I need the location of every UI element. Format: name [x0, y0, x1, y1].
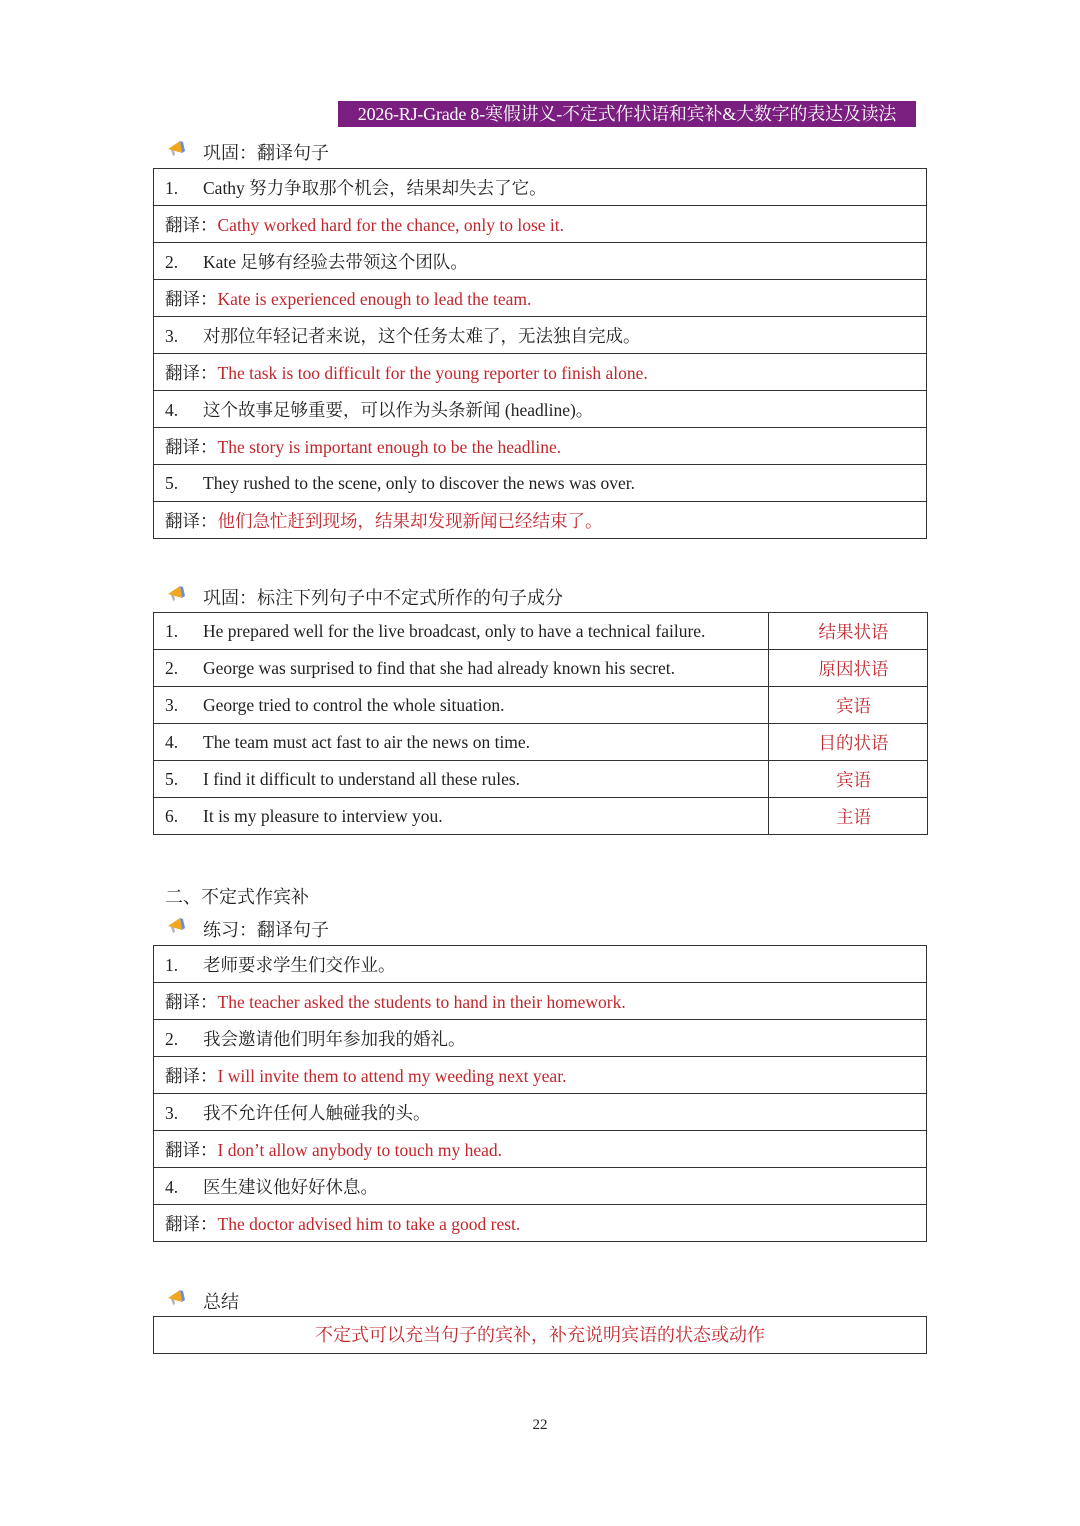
- summary-label: 总结: [203, 1292, 239, 1312]
- prompt-cell: [154, 1168, 927, 1205]
- section1-label: 巩固：翻译句子: [203, 143, 329, 163]
- prompt-cell: [154, 1020, 927, 1057]
- table-row: [154, 1057, 927, 1094]
- role-cell: 结果状语: [769, 613, 928, 650]
- section3-label: 练习：翻译句子: [203, 920, 329, 940]
- megaphone-icon: [165, 913, 189, 937]
- summary-label-row: [165, 1287, 239, 1315]
- role-cell: 目的状语: [769, 724, 928, 761]
- item-number: 4.: [165, 731, 179, 752]
- item-number: 6.: [165, 805, 179, 826]
- item-number: 4.: [165, 399, 179, 420]
- megaphone-icon: [165, 136, 189, 160]
- table-row: [154, 983, 927, 1020]
- table-row: [154, 1131, 927, 1168]
- answer-cell: [154, 1057, 927, 1094]
- item-prompt: 这个故事足够重要，可以作为头条新闻 (headline)。: [203, 399, 594, 420]
- table-row: [154, 724, 928, 761]
- item-number: 5.: [165, 768, 179, 789]
- item-prompt: 医生建议他好好休息。: [203, 1176, 378, 1197]
- item-sentence: It is my pleasure to interview you.: [203, 805, 443, 826]
- prompt-cell: [154, 946, 927, 983]
- table-row: [154, 946, 927, 983]
- sentence-cell: [154, 687, 769, 724]
- item-number: 2.: [165, 657, 179, 678]
- item-prompt: 老师要求学生们交作业。: [203, 954, 396, 975]
- section2-role-table: [153, 612, 928, 835]
- table-row: [154, 687, 928, 724]
- table-row: [154, 354, 927, 391]
- table-row: [154, 1020, 927, 1057]
- answer-prefix: 翻译：: [165, 991, 218, 1012]
- answer-cell: [154, 502, 927, 539]
- section3-label-row: [165, 915, 329, 943]
- answer-text: The teacher asked the students to hand in their homework.: [217, 991, 626, 1012]
- role-cell: 原因状语: [769, 650, 928, 687]
- item-prompt: Cathy 努力争取那个机会，结果却失去了它。: [203, 177, 547, 198]
- item-sentence: He prepared well for the live broadcast, only to have a technical failure.: [203, 620, 706, 641]
- item-sentence: The team must act fast to air the news on time.: [203, 731, 531, 752]
- answer-prefix: 翻译：: [165, 1139, 218, 1160]
- table-row: [154, 428, 927, 465]
- table-row: [154, 502, 927, 539]
- megaphone-icon: [165, 581, 189, 605]
- item-number: 1.: [165, 177, 179, 198]
- item-number: 1.: [165, 620, 179, 641]
- section3-heading: 二、不定式作宾补: [165, 887, 309, 907]
- answer-prefix: 翻译：: [165, 288, 218, 309]
- answer-text: The doctor advised him to take a good rest.: [217, 1213, 521, 1234]
- answer-text: The story is important enough to be the headline.: [217, 436, 562, 457]
- answer-text: 他们急忙赶到现场，结果却发现新闻已经结束了。: [217, 510, 603, 531]
- section1-label-row: [165, 138, 329, 166]
- answer-prefix: 翻译：: [165, 1213, 218, 1234]
- item-number: 2.: [165, 1028, 179, 1049]
- role-cell: 宾语: [769, 687, 928, 724]
- table-row: [154, 1205, 927, 1242]
- answer-prefix: 翻译：: [165, 510, 218, 531]
- answer-cell: [154, 354, 927, 391]
- role-cell: 主语: [769, 798, 928, 835]
- table-row: [154, 798, 928, 835]
- document-header-banner: 2026-RJ-Grade 8-寒假讲义-不定式作状语和宾补&大数字的表达及读法: [338, 101, 916, 127]
- section2-label-row: [165, 583, 563, 611]
- item-sentence: George was surprised to find that she had already known his secret.: [203, 657, 676, 678]
- table-row: [154, 650, 928, 687]
- sentence-cell: [154, 798, 769, 835]
- table-row: [154, 391, 927, 428]
- section2-label: 巩固：标注下列句子中不定式所作的句子成分: [203, 588, 563, 608]
- prompt-cell: [154, 391, 927, 428]
- table-row: [154, 761, 928, 798]
- sentence-cell: [154, 613, 769, 650]
- answer-text: Cathy worked hard for the chance, only to lose it.: [217, 214, 564, 235]
- item-number: 3.: [165, 1102, 179, 1123]
- role-cell: 宾语: [769, 761, 928, 798]
- table-row: [154, 206, 927, 243]
- table-row: [154, 613, 928, 650]
- item-prompt: Kate 足够有经验去带领这个团队。: [203, 251, 468, 272]
- table-row: [154, 1168, 927, 1205]
- answer-prefix: 翻译：: [165, 214, 218, 235]
- item-prompt: 我会邀请他们明年参加我的婚礼。: [203, 1028, 466, 1049]
- prompt-cell: [154, 243, 927, 280]
- prompt-cell: [154, 465, 927, 502]
- table-row: [154, 280, 927, 317]
- item-sentence: George tried to control the whole situation.: [203, 694, 505, 715]
- sentence-cell: [154, 761, 769, 798]
- answer-prefix: 翻译：: [165, 362, 218, 383]
- table-row: [154, 317, 927, 354]
- item-prompt: They rushed to the scene, only to discover the news was over.: [203, 472, 636, 493]
- answer-prefix: 翻译：: [165, 1065, 218, 1086]
- answer-text: Kate is experienced enough to lead the team.: [217, 288, 532, 309]
- item-sentence: I find it difficult to understand all these rules.: [203, 768, 521, 789]
- sentence-cell: [154, 724, 769, 761]
- sentence-cell: [154, 650, 769, 687]
- section3-translation-table: [153, 945, 927, 1242]
- item-number: 5.: [165, 472, 179, 493]
- answer-text: I will invite them to attend my weeding next year.: [217, 1065, 567, 1086]
- item-number: 3.: [165, 325, 179, 346]
- answer-cell: [154, 983, 927, 1020]
- answer-text: The task is too difficult for the young reporter to finish alone.: [217, 362, 648, 383]
- item-number: 4.: [165, 1176, 179, 1197]
- item-prompt: 我不允许任何人触碰我的头。: [203, 1102, 431, 1123]
- table-row: [154, 243, 927, 280]
- item-prompt: 对那位年轻记者来说，这个任务太难了，无法独自完成。: [203, 325, 641, 346]
- item-number: 1.: [165, 954, 179, 975]
- megaphone-icon: [165, 1285, 189, 1309]
- page-number: 22: [532, 1417, 548, 1433]
- item-number: 3.: [165, 694, 179, 715]
- section1-translation-table: [153, 168, 927, 539]
- answer-prefix: 翻译：: [165, 436, 218, 457]
- answer-cell: [154, 428, 927, 465]
- table-row: [154, 465, 927, 502]
- answer-cell: [154, 1131, 927, 1168]
- table-row: [154, 169, 927, 206]
- answer-cell: [154, 1205, 927, 1242]
- answer-cell: [154, 206, 927, 243]
- answer-cell: [154, 280, 927, 317]
- prompt-cell: [154, 317, 927, 354]
- item-number: 2.: [165, 251, 179, 272]
- table-row: [154, 1094, 927, 1131]
- prompt-cell: [154, 1094, 927, 1131]
- prompt-cell: [154, 169, 927, 206]
- summary-box: 不定式可以充当句子的宾补，补充说明宾语的状态或动作: [153, 1316, 927, 1354]
- answer-text: I don’t allow anybody to touch my head.: [217, 1139, 502, 1160]
